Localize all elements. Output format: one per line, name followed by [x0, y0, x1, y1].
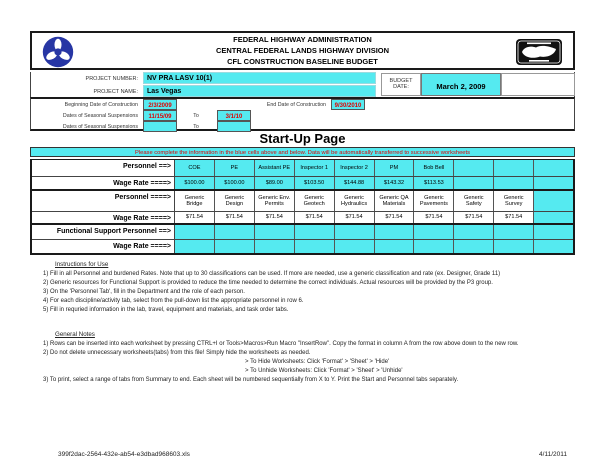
- wage-cell[interactable]: [534, 212, 573, 223]
- wage-cell[interactable]: $71.54: [454, 212, 494, 223]
- suspension-label-1: Dates of Seasonal Suspensions: [62, 113, 138, 119]
- personnel-cell[interactable]: [414, 225, 454, 239]
- usdot-logo-icon: [42, 36, 74, 68]
- wage-cell[interactable]: $113.53: [414, 177, 454, 189]
- row-label: Personnel ====>: [32, 191, 175, 211]
- personnel-cell[interactable]: [215, 225, 255, 239]
- note-item-1: 1) Rows can be inserted into each worksheet by pressing CTRL+I or Tools>Macros>Run Macro "InsertRow". Copy the format in column A from the row above down to the new row.: [43, 341, 519, 347]
- personnel-cell[interactable]: Generic Env. Permits: [255, 191, 295, 211]
- header-titles: [216, 34, 389, 67]
- personnel-cell[interactable]: [375, 225, 415, 239]
- project-number-cell[interactable]: NV PRA LASV 10(1): [143, 72, 376, 84]
- personnel-cell[interactable]: Assistant PE: [255, 160, 295, 176]
- personnel-cell[interactable]: Generic Survey: [494, 191, 534, 211]
- project-name-label: PROJECT NAME:: [93, 89, 138, 95]
- wage-cell[interactable]: [414, 240, 454, 253]
- wage-cell[interactable]: $71.54: [215, 212, 255, 223]
- wage-cell[interactable]: $71.54: [255, 212, 295, 223]
- suspension1-from-cell[interactable]: 11/15/09: [143, 110, 177, 121]
- budget-date-cell[interactable]: March 2, 2009: [421, 73, 501, 96]
- instruction-item-1: 1) Fill in all Personnel and burdened Rates. Note that up to 30 classifications can be used. If more are needed, use a generic classification and rate (ex. Designer, Grade 11): [43, 271, 501, 277]
- personnel-cell[interactable]: Inspector 2: [335, 160, 375, 176]
- table-row-wage-3: [32, 240, 573, 253]
- table-row-wage-1: [32, 177, 573, 191]
- personnel-cell[interactable]: Generic QA Materials: [375, 191, 415, 211]
- header-title-1: FEDERAL HIGHWAY ADMINISTRATION: [233, 35, 372, 44]
- header-title-2: CENTRAL FEDERAL LANDS HIGHWAY DIVISION: [215, 46, 390, 55]
- wage-cell[interactable]: $100.00: [175, 177, 215, 189]
- personnel-cell[interactable]: COE: [175, 160, 215, 176]
- project-number-label: PROJECT NUMBER:: [85, 76, 138, 82]
- personnel-cell[interactable]: [255, 225, 295, 239]
- wage-cell[interactable]: $103.50: [295, 177, 335, 189]
- header-box: [30, 31, 575, 70]
- instruction-item-5: 5) Fill in requried information in the lab, travel, equipment and materials, and task order tabs.: [43, 307, 289, 313]
- to-label-1: To: [193, 113, 199, 119]
- wage-cell[interactable]: [534, 240, 573, 253]
- instruction-item-4: 4) For each discipline/activity tab, select from the pull-down list the appropriate personnel in row 6.: [43, 298, 304, 304]
- wage-cell[interactable]: $71.54: [335, 212, 375, 223]
- personnel-cell[interactable]: Generic Bridge: [175, 191, 215, 211]
- table-row-wage-2: [32, 212, 573, 225]
- personnel-cell[interactable]: Inspector 1: [295, 160, 335, 176]
- table-row-personnel-1: [32, 160, 573, 177]
- seasonal-suspension-row-1: [31, 110, 576, 121]
- wage-cell[interactable]: $144.88: [335, 177, 375, 189]
- to-label-2: To: [193, 124, 199, 130]
- personnel-cell[interactable]: Bob Bell: [414, 160, 454, 176]
- budget-empty-cell[interactable]: [501, 73, 575, 96]
- budget-date-label: BUDGET DATE:: [381, 73, 421, 96]
- instruction-item-3: 3) On the 'Personnel Tab', fill in the Department and the role of each person.: [43, 289, 245, 295]
- wage-cell[interactable]: [255, 240, 295, 253]
- personnel-cell[interactable]: Generic Hydraulics: [335, 191, 375, 211]
- suspension-label-2: Dates of Seasonal Suspensions: [62, 124, 138, 130]
- wage-cell[interactable]: [534, 177, 573, 189]
- project-name-cell[interactable]: Las Vegas: [143, 85, 376, 97]
- personnel-cell[interactable]: [534, 191, 573, 211]
- personnel-wage-table: [30, 159, 575, 255]
- footer-filename: 399f2dac-2564-432e-ab54-e3dbad968603.xls: [58, 451, 190, 458]
- personnel-cell[interactable]: [494, 225, 534, 239]
- wage-cell[interactable]: [335, 240, 375, 253]
- personnel-cell[interactable]: [454, 225, 494, 239]
- end-date-cell[interactable]: 9/30/2010: [331, 99, 365, 110]
- personnel-cell[interactable]: [534, 225, 573, 239]
- personnel-cell[interactable]: Generic Design: [215, 191, 255, 211]
- personnel-cell[interactable]: [335, 225, 375, 239]
- instructions-heading: Instructions for Use: [55, 261, 109, 268]
- begin-date-cell[interactable]: 2/3/2009: [143, 99, 177, 110]
- wage-cell[interactable]: [454, 240, 494, 253]
- note-subitem-unhide: > To Unhide Worksheets: Click 'Format' > 'Sheet' > 'Unhide': [245, 368, 403, 374]
- personnel-cell[interactable]: [295, 225, 335, 239]
- project-info-section: [30, 72, 575, 97]
- wage-cell[interactable]: [494, 240, 534, 253]
- end-date-label: End Date of Construction: [266, 102, 326, 108]
- header-title-3: CFL CONSTRUCTION BASELINE BUDGET: [227, 57, 378, 66]
- personnel-cell[interactable]: [534, 160, 573, 176]
- construction-dates-section: [30, 97, 575, 131]
- wage-cell[interactable]: $71.54: [414, 212, 454, 223]
- wage-cell[interactable]: $71.54: [175, 212, 215, 223]
- suspension1-to-cell[interactable]: 3/1/10: [217, 110, 251, 121]
- personnel-cell[interactable]: PM: [375, 160, 415, 176]
- personnel-cell[interactable]: [175, 225, 215, 239]
- note-item-2: 2) Do not delete unnecessary worksheets(tabs) from this file! Simply hide the worksheets as needed.: [43, 350, 311, 356]
- wage-cell[interactable]: $71.54: [375, 212, 415, 223]
- general-notes-heading: General Notes: [55, 331, 95, 338]
- row-label: Wage Rate ====>: [32, 177, 175, 189]
- personnel-cell[interactable]: Generic Geotech: [295, 191, 335, 211]
- wage-cell[interactable]: [454, 177, 494, 189]
- personnel-cell[interactable]: Generic Safety: [454, 191, 494, 211]
- note-subitem-hide: > To Hide Worksheets: Click 'Format' > 'Sheet' > 'Hide': [245, 359, 390, 365]
- wage-cell[interactable]: $143.32: [375, 177, 415, 189]
- wage-cell[interactable]: $100.00: [215, 177, 255, 189]
- table-row-personnel-2: [32, 191, 573, 212]
- personnel-cell[interactable]: [494, 160, 534, 176]
- row-label: Wage Rate ====>: [32, 212, 175, 223]
- wage-cell[interactable]: $71.54: [295, 212, 335, 223]
- wage-cell[interactable]: [375, 240, 415, 253]
- table-row-functional-support: [32, 225, 573, 240]
- row-label: Wage Rate ====>: [32, 240, 175, 253]
- wage-cell[interactable]: [295, 240, 335, 253]
- note-item-3: 3) To print, select a range of tabs from Summary to end. Each sheet will be numbered sequentially from X to Y. Print the Start and Personnel tabs separately.: [43, 377, 459, 383]
- personnel-cell[interactable]: PE: [215, 160, 255, 176]
- wage-cell[interactable]: [175, 240, 215, 253]
- page-title: Start-Up Page: [259, 131, 346, 146]
- begin-date-label: Beginning Date of Construction: [64, 102, 138, 108]
- federal-lands-highway-logo-icon: [515, 38, 563, 66]
- row-label: Personnel ==>: [32, 160, 175, 176]
- wage-cell[interactable]: $89.00: [255, 177, 295, 189]
- construction-dates-row: [31, 99, 576, 110]
- wage-cell[interactable]: [494, 177, 534, 189]
- personnel-cell[interactable]: Generic Pavements: [414, 191, 454, 211]
- personnel-cell[interactable]: [454, 160, 494, 176]
- instruction-item-2: 2) Generic resources for Functional Support is provided to reduce the time needed to determine the correct individuals. Actual resources will be provided by the P3 group.: [43, 280, 493, 286]
- wage-cell[interactable]: [215, 240, 255, 253]
- row-label: Functional Support Personnel ==>: [32, 225, 175, 239]
- footer-date: 4/11/2011: [539, 451, 567, 458]
- wage-cell[interactable]: $71.54: [494, 212, 534, 223]
- instruction-banner: Please complete the information in the blue cells above and below. Data will be automatically transferred to successive worksheets: [30, 147, 575, 157]
